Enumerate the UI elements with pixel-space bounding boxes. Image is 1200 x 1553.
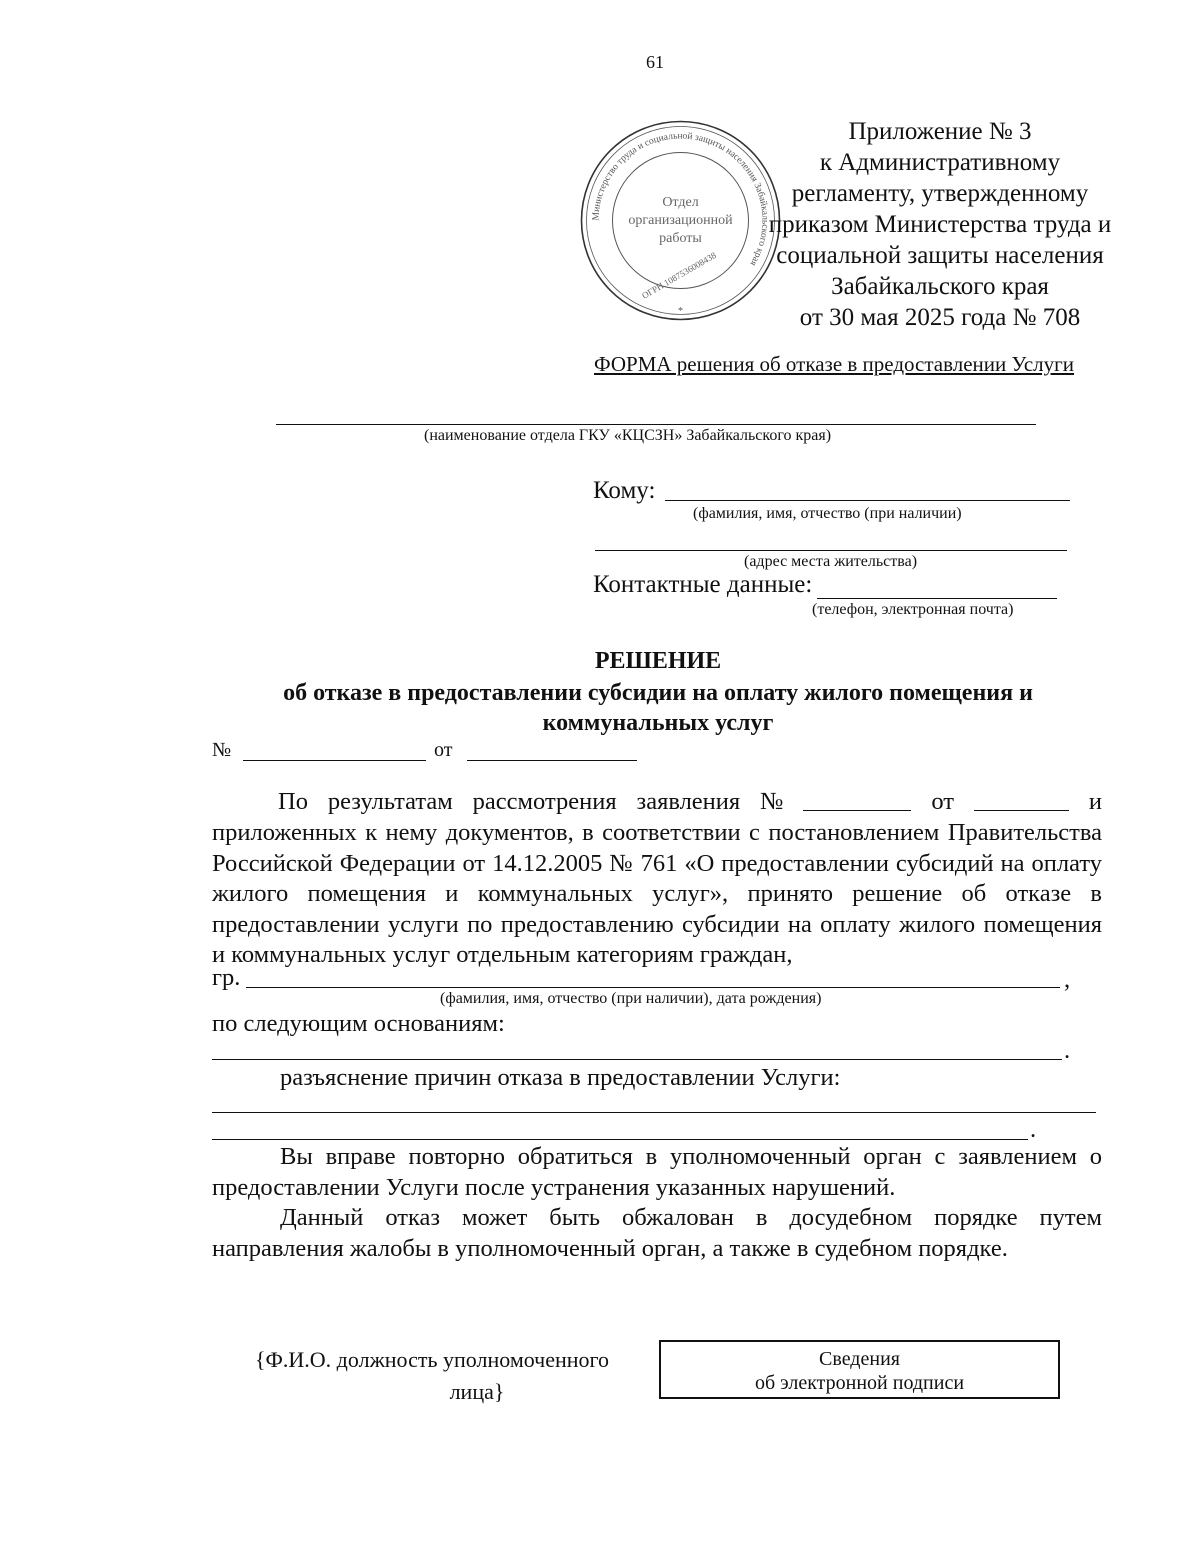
department-caption: (наименование отдела ГКУ «КЦСЗН» Забайкальского края) <box>424 427 832 444</box>
decision-subtitle-1: об отказе в предоставлении субсидии на оплату жилого помещения и <box>283 680 1033 706</box>
number-line <box>243 760 426 761</box>
contacts-line <box>817 598 1057 599</box>
citizen-comma: , <box>1064 966 1071 993</box>
electronic-signature-box <box>659 1340 1060 1399</box>
signature-box-line-2: об электронной подписи <box>754 1372 965 1394</box>
date-line <box>467 760 637 761</box>
address-line <box>595 550 1067 551</box>
citizen-caption: (фамилия, имя, отчество (при наличии), дата рождения) <box>440 990 822 1007</box>
paragraph-appeal: Данный отказ может быть обжалован в досудебном порядке путем направления жалобы в уполномоченный орган, а также в судебном порядке. <box>212 1204 1102 1262</box>
address-caption: (адрес места жительства) <box>744 553 918 570</box>
paragraph-first-line: По результатам рассмотрения заявления № от и <box>278 788 1102 815</box>
grounds-end: . <box>1064 1037 1071 1064</box>
explanation-line-1 <box>212 1112 1096 1113</box>
official-line-2: лица} <box>449 1379 505 1404</box>
application-date-blank <box>974 788 1069 811</box>
number-label: № <box>212 739 232 761</box>
official-signature-block <box>222 1344 642 1408</box>
explanation-line-2 <box>212 1139 1028 1140</box>
appendix-line: регламенту, утвержденному <box>791 180 1089 207</box>
signature-box-line-1: Сведения <box>819 1348 900 1370</box>
citizen-line <box>246 987 1060 988</box>
department-line <box>276 424 1036 425</box>
to-line <box>665 500 1070 501</box>
citizen-label: гр. <box>212 964 241 991</box>
stamp-ring-text: Министерство труда и социальной защиты населения Забайкальского края <box>591 131 770 268</box>
paragraph-repeat: Вы вправе повторно обратиться в уполномоченный орган с заявлением о предоставлении Услуги после устранения указанных нарушений. <box>212 1143 1102 1201</box>
appendix-line: от 30 мая 2025 года № 708 <box>799 304 1081 331</box>
explanation-label: разъяснение причин отказа в предоставлении Услуги: <box>280 1064 841 1091</box>
official-line-1: {Ф.И.О. должность уполномоченного <box>254 1347 610 1372</box>
decision-title: РЕШЕНИЕ <box>594 648 722 674</box>
appendix-line: приказом Министерства труда и <box>768 211 1112 238</box>
grounds-line <box>212 1059 1062 1060</box>
application-number-blank <box>803 788 911 811</box>
appendix-line: к Административному <box>819 149 1061 176</box>
name-caption: (фамилия, имя, отчество (при наличии) <box>693 505 962 522</box>
grounds-label: по следующим основаниям: <box>212 1010 505 1037</box>
paragraph-main: приложенных к нему документов, в соответствии с постановлением Правительства Российской Федерации от 14.12.2005 № 761 «О предоставлении субсидий на оплату жилого помещения и коммунальных услуг», принято решение об отказе в предоставлении услуги по предоставлению субсидии на оплату жилого помещения и коммунальных услуг отдельным категориям граждан, <box>212 819 1102 968</box>
stamp-center-line-1: Отдел <box>662 195 699 210</box>
contacts-label: Контактные данные: <box>593 571 813 598</box>
decision-subtitle-2: коммунальных услуг <box>542 710 774 736</box>
explanation-end: . <box>1030 1116 1037 1143</box>
svg-text:*: * <box>678 306 683 317</box>
stamp-center-line-3: работы <box>659 231 702 246</box>
page-number: 61 <box>646 52 664 72</box>
appendix-line: Приложение № 3 <box>848 118 1032 145</box>
to-label: Кому: <box>593 477 656 504</box>
form-title: ФОРМА решения об отказе в предоставлении Услуги <box>594 352 1075 376</box>
stamp-ogrn: ОГРН 1087536008438 <box>640 250 718 301</box>
appendix-line: социальной защиты населения <box>776 242 1104 269</box>
stamp-center-line-2: организационной <box>628 213 733 228</box>
appendix-block <box>700 116 1180 333</box>
date-label: от <box>434 739 453 761</box>
contacts-caption: (телефон, электронная почта) <box>812 601 1014 618</box>
appendix-line: Забайкальского края <box>831 273 1049 300</box>
